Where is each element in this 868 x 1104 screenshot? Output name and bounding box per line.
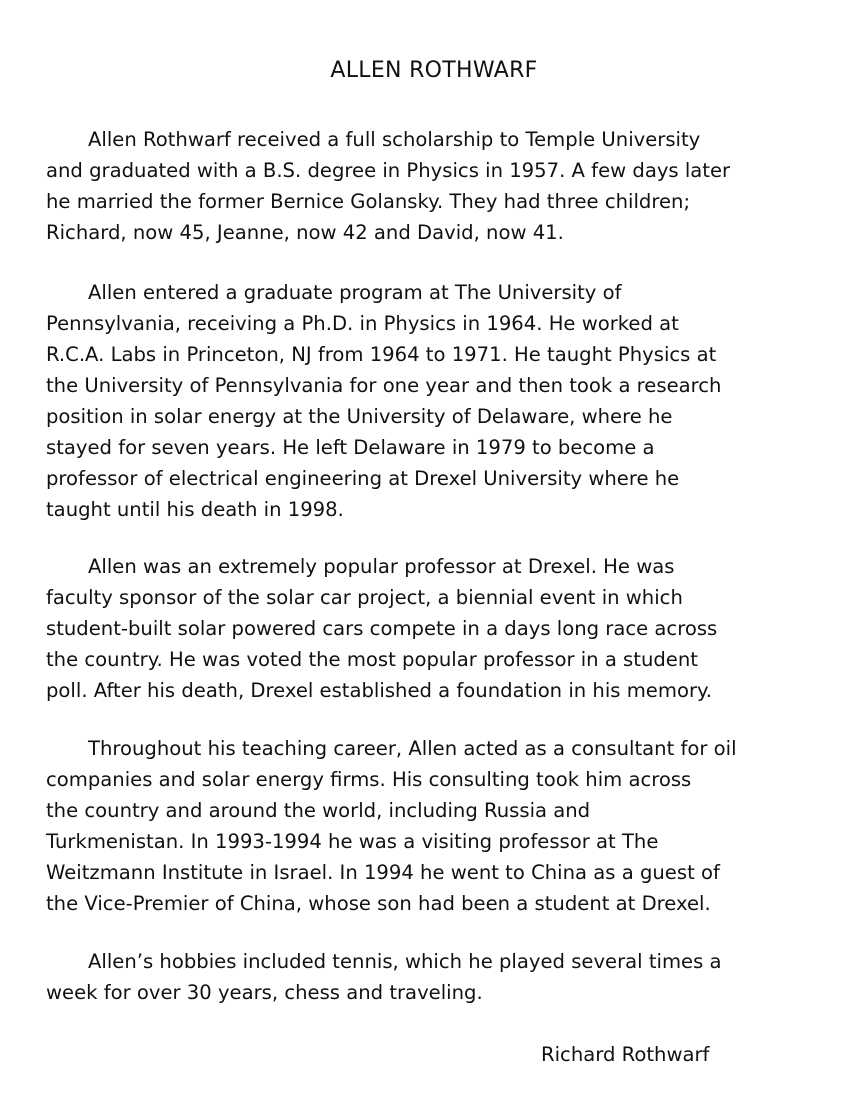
paragraph-4-line-4: Turkmenistan. In 1993-1994 he was a visiting professor at The bbox=[46, 830, 659, 853]
paragraph-2-line-5: position in solar energy at the University of Delaware, where he bbox=[46, 405, 673, 428]
paragraph-3-line-3: student-built solar powered cars compete in a days long race across bbox=[46, 617, 718, 640]
paragraph-4-line-2: companies and solar energy firms. His consulting took him across bbox=[46, 768, 692, 791]
paragraph-3-line-5: poll. After his death, Drexel established a foundation in his memory. bbox=[46, 679, 713, 702]
paragraph-3-line-2: faculty sponsor of the solar car project, a biennial event in which bbox=[46, 586, 683, 609]
signature: Richard Rothwarf bbox=[541, 1043, 710, 1066]
document-title: ALLEN ROTHWARF bbox=[330, 58, 538, 83]
paragraph-2-line-7: professor of electrical engineering at Drexel University where he bbox=[46, 467, 680, 490]
paragraph-2 bbox=[46, 277, 836, 525]
paragraph-1-line-4: Richard, now 45, Jeanne, now 42 and David, now 41. bbox=[46, 221, 564, 244]
paragraph-2-line-3: R.C.A. Labs in Princeton, NJ from 1964 to 1971. He taught Physics at bbox=[46, 343, 717, 366]
paragraph-4 bbox=[46, 733, 836, 919]
paragraph-1-line-1: Allen Rothwarf received a full scholarship to Temple University bbox=[88, 128, 701, 151]
paragraph-4-line-5: Weitzmann Institute in Israel. In 1994 he went to China as a guest of bbox=[46, 861, 720, 884]
paragraph-2-line-2: Pennsylvania, receiving a Ph.D. in Physics in 1964. He worked at bbox=[46, 312, 679, 335]
paragraph-3-line-1: Allen was an extremely popular professor at Drexel. He was bbox=[88, 555, 675, 578]
paragraph-4-line-6: the Vice-Premier of China, whose son had been a student at Drexel. bbox=[46, 892, 711, 915]
paragraph-1-line-2: and graduated with a B.S. degree in Physics in 1957. A few days later bbox=[46, 159, 731, 182]
paragraph-3 bbox=[46, 551, 836, 706]
paragraph-2-line-6: stayed for seven years. He left Delaware in 1979 to become a bbox=[46, 436, 655, 459]
paragraph-2-line-1: Allen entered a graduate program at The University of bbox=[88, 281, 622, 304]
paragraph-2-line-4: the University of Pennsylvania for one year and then took a research bbox=[46, 374, 722, 397]
paragraph-3-line-4: the country. He was voted the most popular professor in a student bbox=[46, 648, 698, 671]
paragraph-4-line-1: Throughout his teaching career, Allen acted as a consultant for oil bbox=[88, 737, 737, 760]
paragraph-5-line-1: Allen’s hobbies included tennis, which he played several times a bbox=[88, 950, 722, 973]
paragraph-5-line-2: week for over 30 years, chess and traveling. bbox=[46, 981, 483, 1004]
paragraph-1 bbox=[46, 124, 836, 248]
paragraph-5 bbox=[46, 946, 836, 1008]
paragraph-4-line-3: the country and around the world, including Russia and bbox=[46, 799, 591, 822]
paragraph-1-line-3: he married the former Bernice Golansky. They had three children; bbox=[46, 190, 691, 213]
paragraph-2-line-8: taught until his death in 1998. bbox=[46, 498, 344, 521]
